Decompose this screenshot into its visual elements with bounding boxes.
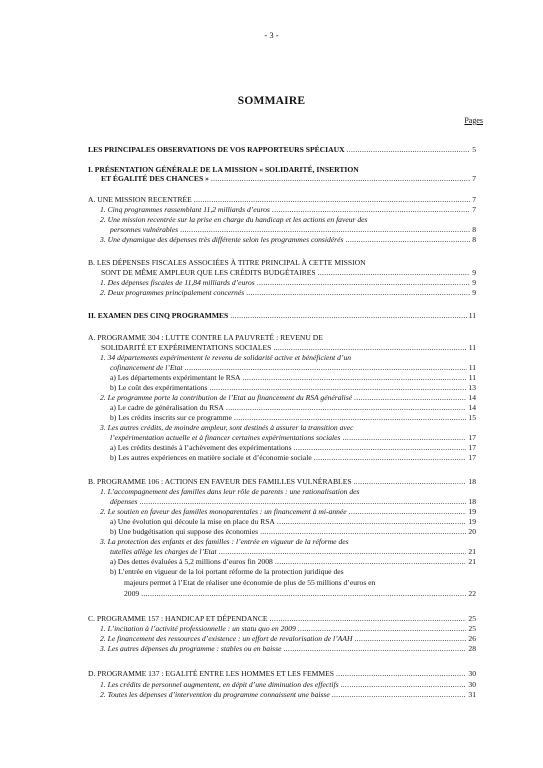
toc-entry-page: 18 (468, 497, 476, 506)
toc-entry (88, 145, 476, 154)
toc-entry (110, 413, 476, 422)
toc-entry-label-cont: tutelles allège les charges de l’Etat (110, 547, 217, 556)
toc-entry (110, 453, 476, 462)
toc-entry (100, 644, 476, 653)
toc-entry-page: 13 (468, 383, 476, 392)
toc-entry-label: 2. Une mission recentrée sur la prise en charge du handicap et les actions en faveur des (100, 215, 368, 224)
toc-entry-page: 9 (472, 288, 476, 297)
toc-entry (88, 333, 476, 342)
toc-entry (100, 507, 476, 516)
toc-entry-page: 9 (472, 278, 476, 287)
toc-entry (110, 557, 476, 566)
toc-entry (100, 393, 476, 402)
toc-entry (100, 423, 476, 432)
toc-entry-page: 21 (468, 557, 476, 566)
toc-entry-label: b) Les crédits inscrits sur ce programme (110, 413, 232, 422)
toc-entry (88, 195, 476, 204)
toc-entry-continuation (110, 547, 476, 556)
toc-entry-label-cont: SOLIDARITÉ ET EXPÉRIMENTATIONS SOCIALES (101, 343, 272, 352)
toc-entry-page: 25 (468, 624, 476, 633)
toc-entry-page: 17 (468, 433, 476, 442)
toc-entry (110, 373, 476, 382)
toc-entry-label: 2. Le financement des ressources d’existence : un effort de revalorisation de l’AAH (100, 634, 353, 643)
toc-entry-label: 1. Les crédits de personnel augmentent, en dépit d’une diminution des effectifs (100, 680, 339, 689)
toc-entry-label: 2. Le programme porte la contribution de l’Etat au financement du RSA généralisé (100, 393, 353, 402)
toc-entry-page: 31 (468, 690, 476, 699)
toc-entry-label: 1. L’accompagnement des familles dans leur rôle de parents : une rationalisation des (100, 487, 360, 496)
page-title: SOMMAIRE (237, 95, 306, 107)
toc-entry (88, 614, 476, 623)
toc-entry (100, 278, 476, 287)
toc-entry-page: 11 (468, 363, 476, 372)
toc-entry-label: 2. Le soutien en faveur des familles monoparentales : un financement à mi-année (100, 507, 347, 516)
toc-entry-label: I. PRÉSENTATION GÉNÉRALE DE LA MISSION « SOLIDARITÉ, INSERTION (88, 165, 359, 174)
toc-entry-page: 15 (468, 413, 476, 422)
toc-entry-label: 3. Les autres crédits, de moindre ampleur, sont destinés à assurer la transition avec (100, 423, 354, 432)
toc-entry-label: a) Le cadre de généralisation du RSA (110, 403, 224, 412)
toc-entry-label: LES PRINCIPALES OBSERVATIONS DE VOS RAPPORTEURS SPÉCIAUX (88, 145, 345, 154)
toc-entry-label: a) Une évolution qui découle la mise en place du RSA (110, 517, 275, 526)
toc-entry (88, 165, 476, 174)
toc-entry-label: 1. 34 départements expérimentent le revenu de solidarité active et bénéficient d’un (100, 353, 352, 362)
toc-entry-page: 18 (468, 477, 476, 486)
toc-entry (100, 235, 476, 244)
toc-entry-label: 3. Une dynamique des dépenses très différente selon les programmes considérés (100, 235, 344, 244)
toc-entry-label: D. PROGRAMME 137 : EGALITÉ ENTRE LES HOMMES ET LES FEMMES (88, 669, 335, 678)
toc-entry-page: 11 (468, 343, 476, 352)
toc-entry-page: 25 (468, 614, 476, 623)
toc-entry-label: B. LES DÉPENSES FISCALES ASSOCIÉES À TITRE PRINCIPAL À CETTE MISSION (88, 258, 366, 267)
toc-entry-continuation (101, 343, 476, 352)
toc-entry-label-cont: SONT DE MÊME AMPLEUR QUE LES CRÉDITS BUDGÉTAIRES (101, 268, 316, 277)
toc-entry-page: 19 (468, 507, 476, 516)
toc-entry-label: 1. Cinq programmes rassemblant 11,2 milliards d’euros (100, 205, 270, 214)
toc-entry-label: a) Les crédits destinés à l’achèvement des expérimentations (110, 443, 292, 452)
toc-entry (100, 288, 476, 297)
toc-entry-continuation (124, 578, 476, 587)
toc-entry-page: 14 (468, 393, 476, 402)
toc-entry-continuation (124, 589, 476, 598)
toc-entry-label-cont: personnes vulnérables (110, 225, 179, 234)
toc-entry-page: 8 (472, 225, 476, 234)
toc-entry-page: 20 (468, 527, 476, 536)
toc-entry-page: 26 (468, 634, 476, 643)
page-number: - 3 - (264, 30, 279, 40)
toc-entry-label: A. UNE MISSION RECENTRÉE (88, 195, 192, 204)
toc-entry (100, 205, 476, 214)
toc-entry (110, 443, 476, 452)
toc-entry-continuation (110, 225, 476, 234)
toc-entry-page: 8 (472, 235, 476, 244)
toc-entry (100, 690, 476, 699)
toc-entry-label-cont: majeurs permet à l’Etat de réaliser une économie de plus de 55 millions d’euros en (124, 578, 376, 587)
toc-entry (100, 634, 476, 643)
toc-entry-label: B. PROGRAMME 106 : ACTIONS EN FAVEUR DES FAMILLES VULNÉRABLES (88, 477, 352, 486)
toc-entry-label: b) Le coût des expérimentations (110, 383, 208, 392)
toc-entry-label: a) Les départements expérimentant le RSA (110, 373, 241, 382)
toc-entry (110, 567, 476, 576)
toc-entry-label-cont2: 2009 (124, 589, 140, 598)
toc-entry-label-cont: ET ÉGALITÉ DES CHANCES » (101, 174, 209, 183)
toc-entry-label-cont: dépenses (110, 497, 138, 506)
toc-entry (100, 680, 476, 689)
toc-entry-label: a) Des dettes évaluées à 5,2 millions d’euros fin 2008 (110, 557, 273, 566)
toc-entry-label: 3. Les autres dépenses du programme : stables ou en baisse (100, 644, 282, 653)
toc-entry (100, 537, 476, 546)
toc-entry-page: 11 (468, 373, 476, 382)
toc-entry (100, 624, 476, 633)
toc-entry (100, 353, 476, 362)
toc-entry-page: 7 (472, 205, 476, 214)
toc-entry-label-cont: l’expérimentation actuelle et à financer certaines expérimentations sociales (110, 433, 341, 442)
toc-entry-continuation (110, 433, 476, 442)
toc-entry-label: b) Une budgétisation qui suppose des économies (110, 527, 259, 536)
toc-entry-label: 1. Des dépenses fiscales de 11,84 milliards d’euros (100, 278, 255, 287)
toc-entry-page: 7 (472, 174, 476, 183)
toc-entry-page: 14 (468, 403, 476, 412)
toc-entry-page: 17 (468, 443, 476, 452)
toc-entry-page: 19 (468, 517, 476, 526)
toc-entry-label: II. EXAMEN DES CINQ PROGRAMMES (88, 311, 229, 320)
toc-entry-page: 11 (468, 311, 476, 320)
toc-entry-label: A. PROGRAMME 304 : LUTTE CONTRE LA PAUVRETÉ : REVENU DE (88, 333, 323, 342)
pages-column-label: Pages (464, 116, 483, 125)
toc-entry-label: 1. L’incitation à l’activité professionnelle : un statu quo en 2009 (100, 624, 296, 633)
toc-entry-page: 7 (472, 195, 476, 204)
toc-entry-page: 5 (472, 145, 476, 154)
toc-entry-label: b) Les autres expériences en matière sociale et d’économie sociale (110, 453, 312, 462)
toc-entry-page: 17 (468, 453, 476, 462)
toc-entry (110, 527, 476, 536)
toc-entry (88, 311, 476, 320)
toc-entry (88, 669, 476, 678)
toc-entry-label-cont: cofinancement de l’Etat (110, 363, 183, 372)
toc-entry-page: 30 (468, 680, 476, 689)
toc-entry-continuation (110, 497, 476, 506)
toc-entry-continuation (101, 268, 476, 277)
toc-entry-label: 2. Toutes les dépenses d’intervention du programme connaissent une baisse (100, 690, 330, 699)
toc-entry-page: 28 (468, 644, 476, 653)
toc-entry-page: 9 (472, 268, 476, 277)
toc-entry-label: b) L’entrée en vigueur de la loi portant réforme de la protection juridique des (110, 567, 344, 576)
toc-entry-page: 22 (468, 589, 476, 598)
toc-entry (110, 403, 476, 412)
toc-entry-label: C. PROGRAMME 157 : HANDICAP ET DÉPENDANCE (88, 614, 268, 623)
toc-entry (110, 517, 476, 526)
toc-entry-continuation (101, 174, 476, 183)
toc-entry-continuation (110, 363, 476, 372)
toc-entry (110, 383, 476, 392)
toc-entry (88, 477, 476, 486)
toc-entry-label: 3. La protection des enfants et des familles : l’entrée en vigueur de la réforme des (100, 537, 349, 546)
toc-entry-label: 2. Deux programmes principalement concernés (100, 288, 245, 297)
toc-entry (88, 258, 476, 267)
toc-entry-page: 21 (468, 547, 476, 556)
toc-entry (100, 487, 476, 496)
toc-entry (100, 215, 476, 224)
toc-entry-page: 30 (468, 669, 476, 678)
